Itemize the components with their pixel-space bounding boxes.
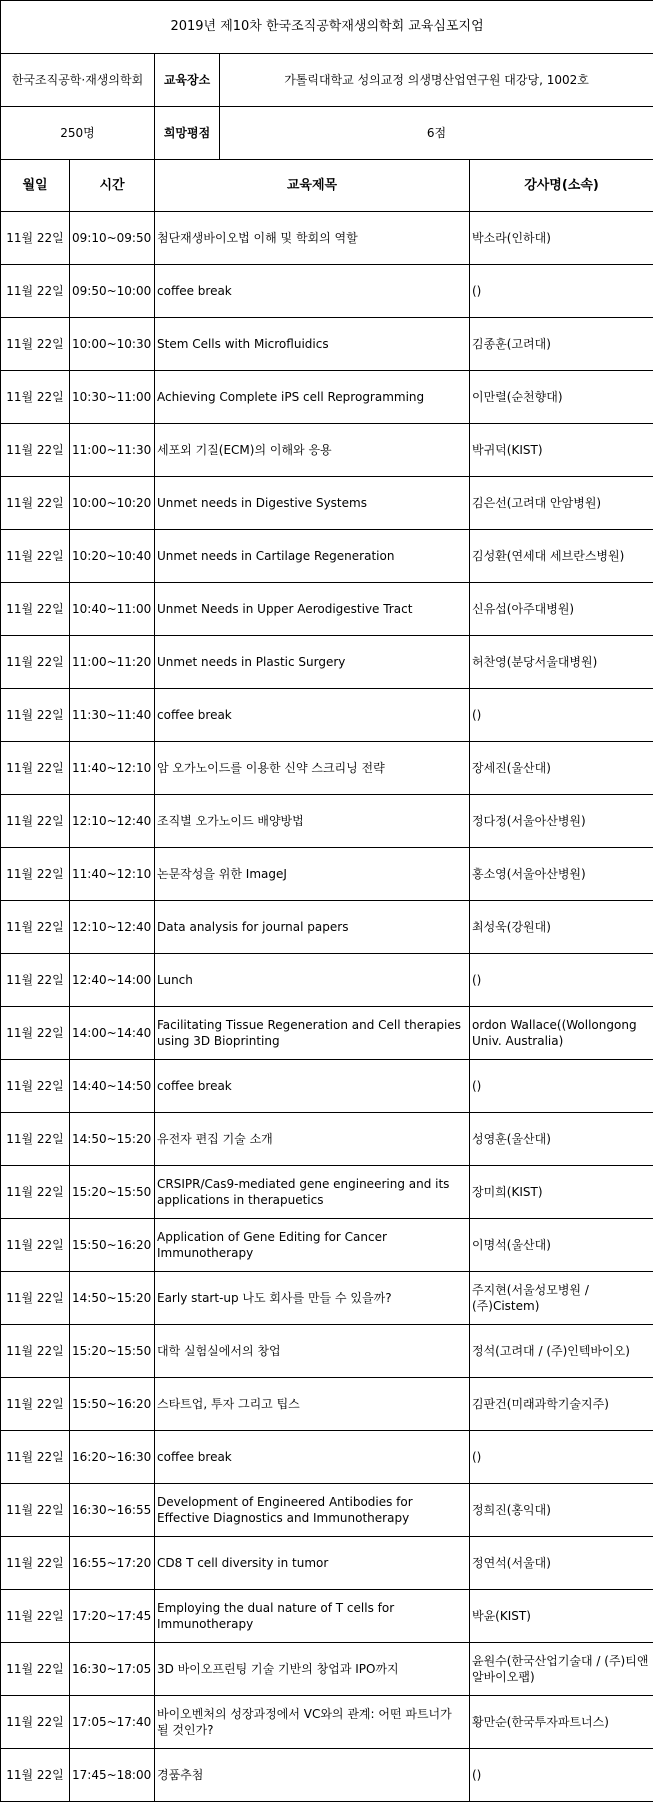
session-time: 17:05~17:40	[70, 1696, 155, 1749]
session-time: 10:00~10:30	[70, 318, 155, 371]
venue-label: 교육장소	[155, 54, 220, 107]
session-title: 유전자 편집 기술 소개	[155, 1113, 470, 1166]
session-title: Facilitating Tissue Regeneration and Cell therapies using 3D Bioprinting	[155, 1007, 470, 1060]
table-row	[1, 265, 653, 318]
session-time: 16:30~17:05	[70, 1643, 155, 1696]
table-row	[1, 1484, 653, 1537]
session-time: 15:20~15:50	[70, 1166, 155, 1219]
session-title: Unmet needs in Plastic Surgery	[155, 636, 470, 689]
session-time: 10:20~10:40	[70, 530, 155, 583]
session-title: 세포외 기질(ECM)의 이해와 응용	[155, 424, 470, 477]
session-time: 10:30~11:00	[70, 371, 155, 424]
session-time: 15:50~16:20	[70, 1378, 155, 1431]
table-row	[1, 1166, 653, 1219]
session-title: coffee break	[155, 265, 470, 318]
table-row	[1, 1272, 653, 1325]
session-date: 11월 22일	[1, 1060, 70, 1113]
session-date: 11월 22일	[1, 954, 70, 1007]
session-speaker: 성영훈(울산대)	[470, 1113, 653, 1166]
session-date: 11월 22일	[1, 1378, 70, 1431]
table-row	[1, 1431, 653, 1484]
column-header-date: 월일	[1, 160, 70, 212]
session-title: Development of Engineered Antibodies for Effective Diagnostics and Immunotherapy	[155, 1484, 470, 1537]
session-speaker: 김종훈(고려대)	[470, 318, 653, 371]
column-header-speaker: 강사명(소속)	[470, 160, 653, 212]
session-speaker: 박소라(인하대)	[470, 212, 653, 265]
session-title: CRSIPR/Cas9-mediated gene engineering and its applications in therapuetics	[155, 1166, 470, 1219]
table-row	[1, 1537, 653, 1590]
session-time: 14:00~14:40	[70, 1007, 155, 1060]
session-title: 3D 바이오프린팅 기술 기반의 창업과 IPO까지	[155, 1643, 470, 1696]
table-row	[1, 477, 653, 530]
table-row	[1, 954, 653, 1007]
column-header-title: 교육제목	[155, 160, 470, 212]
session-title: 논문작성을 위한 ImageJ	[155, 848, 470, 901]
column-header-row	[1, 160, 653, 212]
table-row	[1, 901, 653, 954]
organizer: 한국조직공학·재생의학회	[1, 54, 155, 107]
table-row	[1, 1378, 653, 1431]
session-title: 스타트업, 투자 그리고 팁스	[155, 1378, 470, 1431]
session-speaker: 윤원수(한국산업기술대 / (주)티앤알바이오팹)	[470, 1643, 653, 1696]
session-speaker: 황만순(한국투자파트너스)	[470, 1696, 653, 1749]
session-speaker: 이명석(울산대)	[470, 1219, 653, 1272]
session-time: 16:55~17:20	[70, 1537, 155, 1590]
session-title: Employing the dual nature of T cells for Immunotherapy	[155, 1590, 470, 1643]
table-row	[1, 1007, 653, 1060]
session-date: 11월 22일	[1, 742, 70, 795]
session-time: 09:50~10:00	[70, 265, 155, 318]
session-speaker: 김은선(고려대 안암병원)	[470, 477, 653, 530]
table-row	[1, 795, 653, 848]
session-title: CD8 T cell diversity in tumor	[155, 1537, 470, 1590]
session-speaker: 정다정(서울아산병원)	[470, 795, 653, 848]
session-date: 11월 22일	[1, 530, 70, 583]
session-speaker: 박귀덕(KIST)	[470, 424, 653, 477]
table-row	[1, 583, 653, 636]
session-speaker: 박윤(KIST)	[470, 1590, 653, 1643]
table-row	[1, 636, 653, 689]
session-speaker: 신유섭(아주대병원)	[470, 583, 653, 636]
session-speaker: ()	[470, 689, 653, 742]
session-speaker: 이만렬(순천향대)	[470, 371, 653, 424]
session-date: 11월 22일	[1, 1749, 70, 1802]
capacity: 250명	[1, 107, 155, 160]
session-speaker: ordon Wallace((Wollongong Univ. Australia)	[470, 1007, 653, 1060]
table-row	[1, 371, 653, 424]
credits: 6점	[220, 107, 653, 160]
session-time: 16:20~16:30	[70, 1431, 155, 1484]
session-time: 16:30~16:55	[70, 1484, 155, 1537]
table-row	[1, 689, 653, 742]
session-time: 10:40~11:00	[70, 583, 155, 636]
title-row	[1, 1, 653, 54]
session-date: 11월 22일	[1, 1696, 70, 1749]
table-row	[1, 1590, 653, 1643]
session-time: 11:40~12:10	[70, 848, 155, 901]
session-title: Lunch	[155, 954, 470, 1007]
session-speaker: ()	[470, 1431, 653, 1484]
table-row	[1, 1325, 653, 1378]
venue: 가톨릭대학교 성의교정 의생명산업연구원 대강당, 1002호	[220, 54, 653, 107]
table-row	[1, 1749, 653, 1802]
session-date: 11월 22일	[1, 1325, 70, 1378]
session-speaker: 김판건(미래과학기술지주)	[470, 1378, 653, 1431]
session-title: 첨단재생바이오법 이해 및 학회의 역할	[155, 212, 470, 265]
session-date: 11월 22일	[1, 1643, 70, 1696]
session-time: 09:10~09:50	[70, 212, 155, 265]
session-time: 12:40~14:00	[70, 954, 155, 1007]
session-title: Early start-up 나도 회사를 만들 수 있을까?	[155, 1272, 470, 1325]
session-title: coffee break	[155, 1431, 470, 1484]
venue-row	[1, 54, 653, 107]
session-date: 11월 22일	[1, 1166, 70, 1219]
session-date: 11월 22일	[1, 1431, 70, 1484]
table-row	[1, 1643, 653, 1696]
session-date: 11월 22일	[1, 1219, 70, 1272]
session-time: 14:40~14:50	[70, 1060, 155, 1113]
table-row	[1, 742, 653, 795]
session-date: 11월 22일	[1, 901, 70, 954]
session-date: 11월 22일	[1, 795, 70, 848]
session-date: 11월 22일	[1, 424, 70, 477]
session-speaker: 주지현(서울성모병원 / (주)Cistem)	[470, 1272, 653, 1325]
session-time: 15:50~16:20	[70, 1219, 155, 1272]
session-time: 14:50~15:20	[70, 1272, 155, 1325]
session-title: 대학 실험실에서의 창업	[155, 1325, 470, 1378]
session-time: 11:40~12:10	[70, 742, 155, 795]
table-row	[1, 1696, 653, 1749]
session-date: 11월 22일	[1, 477, 70, 530]
session-speaker: 장미희(KIST)	[470, 1166, 653, 1219]
session-date: 11월 22일	[1, 265, 70, 318]
session-title: Unmet needs in Digestive Systems	[155, 477, 470, 530]
session-speaker: 홍소영(서울아산병원)	[470, 848, 653, 901]
session-date: 11월 22일	[1, 848, 70, 901]
session-speaker: 장세진(울산대)	[470, 742, 653, 795]
session-title: Stem Cells with Microfluidics	[155, 318, 470, 371]
session-title: 조직별 오가노이드 배양방법	[155, 795, 470, 848]
session-time: 17:20~17:45	[70, 1590, 155, 1643]
session-title: 암 오가노이드를 이용한 신약 스크리닝 전략	[155, 742, 470, 795]
table-row	[1, 1060, 653, 1113]
session-time: 11:00~11:30	[70, 424, 155, 477]
table-row	[1, 530, 653, 583]
table-row	[1, 424, 653, 477]
session-title: Unmet Needs in Upper Aerodigestive Tract	[155, 583, 470, 636]
table-row	[1, 318, 653, 371]
session-title: coffee break	[155, 1060, 470, 1113]
session-speaker: 최성욱(강원대)	[470, 901, 653, 954]
session-date: 11월 22일	[1, 1590, 70, 1643]
session-time: 11:30~11:40	[70, 689, 155, 742]
session-title: Data analysis for journal papers	[155, 901, 470, 954]
session-date: 11월 22일	[1, 1537, 70, 1590]
session-speaker: ()	[470, 1749, 653, 1802]
session-date: 11월 22일	[1, 1484, 70, 1537]
session-time: 14:50~15:20	[70, 1113, 155, 1166]
column-header-time: 시간	[70, 160, 155, 212]
session-time: 10:00~10:20	[70, 477, 155, 530]
table-row	[1, 212, 653, 265]
session-date: 11월 22일	[1, 1272, 70, 1325]
session-speaker: 정희진(홍익대)	[470, 1484, 653, 1537]
session-time: 17:45~18:00	[70, 1749, 155, 1802]
session-speaker: ()	[470, 1060, 653, 1113]
session-date: 11월 22일	[1, 689, 70, 742]
session-date: 11월 22일	[1, 583, 70, 636]
session-date: 11월 22일	[1, 1113, 70, 1166]
session-date: 11월 22일	[1, 1007, 70, 1060]
session-time: 12:10~12:40	[70, 901, 155, 954]
table-row	[1, 1219, 653, 1272]
credits-row	[1, 107, 653, 160]
session-time: 11:00~11:20	[70, 636, 155, 689]
session-time: 12:10~12:40	[70, 795, 155, 848]
session-speaker: 김성환(연세대 세브란스병원)	[470, 530, 653, 583]
session-speaker: ()	[470, 954, 653, 1007]
session-title: 바이오벤처의 성장과정에서 VC와의 관계: 어떤 파트너가 될 것인가?	[155, 1696, 470, 1749]
session-date: 11월 22일	[1, 371, 70, 424]
table-row	[1, 1113, 653, 1166]
session-time: 15:20~15:50	[70, 1325, 155, 1378]
session-title: 경품추첨	[155, 1749, 470, 1802]
session-title: Unmet needs in Cartilage Regeneration	[155, 530, 470, 583]
session-title: coffee break	[155, 689, 470, 742]
session-speaker: 허찬영(분당서울대병원)	[470, 636, 653, 689]
session-date: 11월 22일	[1, 318, 70, 371]
page-title: 2019년 제10차 한국조직공학재생의학회 교육심포지엄	[1, 1, 653, 54]
session-speaker: 정석(고려대 / (주)인텍바이오)	[470, 1325, 653, 1378]
table-row	[1, 848, 653, 901]
session-speaker: 정연석(서울대)	[470, 1537, 653, 1590]
session-title: Application of Gene Editing for Cancer Immunotherapy	[155, 1219, 470, 1272]
credits-label: 희망평점	[155, 107, 220, 160]
session-title: Achieving Complete iPS cell Reprogramming	[155, 371, 470, 424]
session-speaker: ()	[470, 265, 653, 318]
session-date: 11월 22일	[1, 636, 70, 689]
session-date: 11월 22일	[1, 212, 70, 265]
